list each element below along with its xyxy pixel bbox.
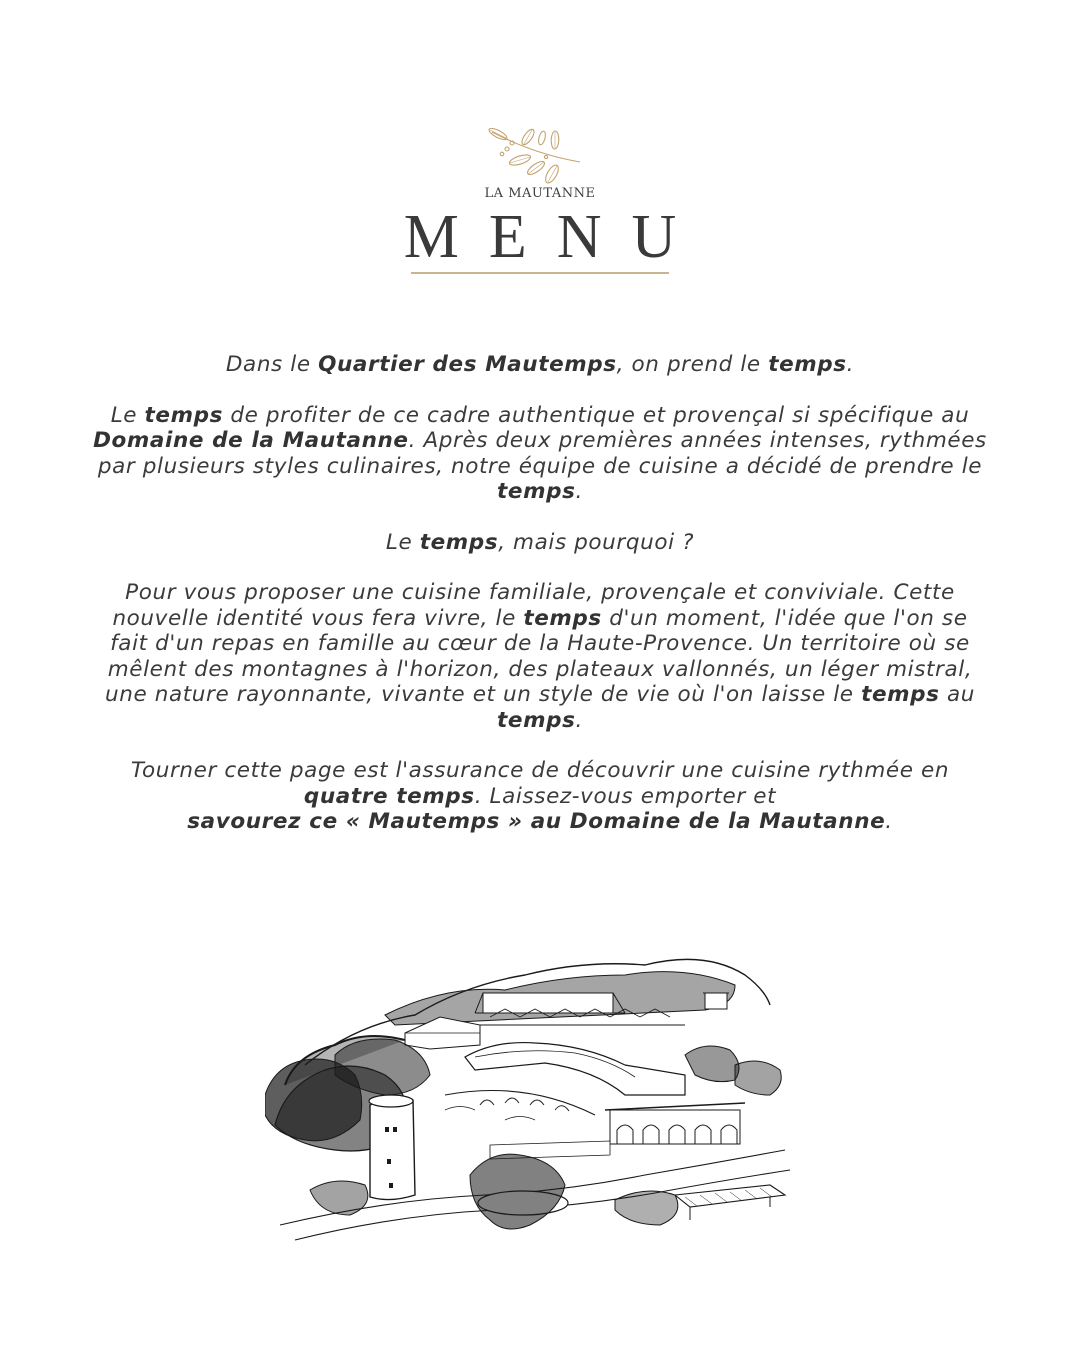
- body-text: .: [846, 352, 855, 377]
- intro-paragraph: [90, 580, 990, 733]
- body-text: .: [885, 809, 893, 834]
- intro-paragraph: [90, 352, 990, 378]
- olive-branch-icon: [484, 124, 584, 186]
- body-text: Le: [110, 402, 145, 428]
- body-text: , on prend le: [616, 352, 769, 377]
- title-divider: [411, 272, 669, 274]
- body-text: Tourner cette page est l'assurance de découvrir une cuisine rythmée en: [130, 758, 950, 783]
- intro-paragraph: [90, 758, 990, 835]
- emphasis-text: savourez ce « Mautemps » au Domaine de la Mautanne: [187, 809, 886, 834]
- body-text: de profiter de ce cadre authentique et provençal si spécifique au: [222, 402, 970, 428]
- body-text: . Après deux premières années intenses, rythmées par plusieurs styles culinaires, notre équipe de cuisine a décidé de prendre le: [97, 428, 987, 479]
- body-text: Le: [385, 529, 420, 555]
- intro-paragraph: [90, 530, 990, 556]
- emphasis-text: temps: [144, 402, 223, 428]
- emphasis-text: quatre temps: [303, 783, 475, 809]
- emphasis-text: temps: [768, 352, 847, 377]
- emphasis-text: Domaine de la Mautanne: [93, 428, 409, 453]
- intro-text: [90, 352, 990, 860]
- body-text: au: [939, 682, 975, 707]
- intro-paragraph: [90, 403, 990, 505]
- emphasis-text: temps: [861, 682, 940, 707]
- brand-name: LA MAUTANNE: [484, 186, 596, 201]
- emphasis-text: Quartier des Mautemps: [318, 352, 617, 377]
- page-title: MENU: [403, 203, 707, 271]
- domain-sketch-illustration: [265, 945, 795, 1245]
- body-text: d'un moment, l'idée que l'on se fait d'un repas en famille au cœur de la Haute-Provence. Un territoire où se mêlent des montagnes à l'horizon, des plateaux vallonnés, un léger mistral, une nature rayonnante, vivante et un style de vie où l'on laisse le: [105, 605, 973, 707]
- body-text: . Laissez-vous emporter et: [474, 783, 777, 809]
- emphasis-text: temps: [419, 529, 499, 555]
- emphasis-text: temps: [497, 707, 576, 733]
- emphasis-text: temps: [497, 479, 576, 504]
- body-text: , mais pourquoi ?: [498, 529, 695, 555]
- emphasis-text: temps: [523, 605, 602, 631]
- body-text: Pour vous proposer une cuisine familiale, provençale et conviviale. Cette nouvelle identité vous fera vivre, le: [112, 580, 955, 631]
- body-text: .: [575, 479, 583, 504]
- body-text: Dans le: [225, 352, 319, 377]
- body-text: .: [575, 707, 583, 733]
